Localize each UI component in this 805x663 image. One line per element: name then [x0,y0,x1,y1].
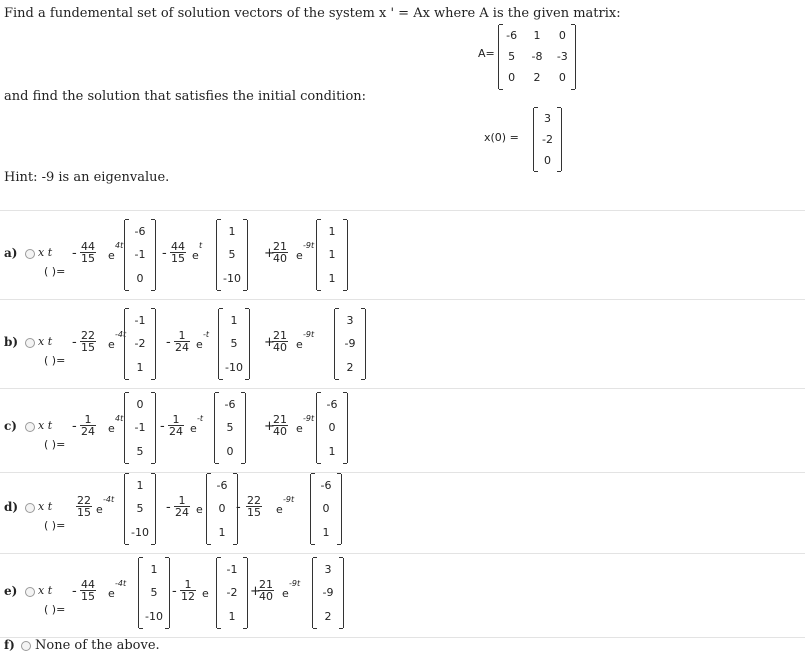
coefficient-fraction [80,579,96,602]
denominator: 24 [81,425,95,438]
eigen-vector [214,393,246,463]
vector-entry: -10 [131,525,149,539]
vector-entry: 1 [328,225,336,239]
term-sign: - [166,500,171,515]
vector-entry: 5 [226,421,234,435]
vector-entry: 5 [228,248,236,262]
denominator: 24 [175,341,189,354]
term-sign: - [72,246,77,261]
exponential-e: e [282,587,289,600]
vector-entry: -1 [134,421,146,435]
option-radio[interactable] [25,422,35,432]
denominator: 12 [181,590,195,603]
option-f-text: None of the above. [35,638,160,653]
vector-entry: 1 [228,225,236,239]
vector-entry: 3 [346,314,354,328]
exponential-e: e [192,249,199,262]
exponent: 4t [115,241,124,250]
numerator: 1 [178,329,186,342]
exponential-e: e [190,422,197,435]
denominator: 40 [259,590,273,603]
equals-sign: ( )= [44,354,66,367]
vector-entry: -1 [134,314,146,328]
denominator: 15 [77,506,91,519]
numerator: 22 [77,494,91,507]
vector-entry: -1 [226,563,238,577]
exponential-e: e [296,338,303,351]
denominator: 24 [175,506,189,519]
exponent: -9t [289,579,301,588]
numerator: 1 [178,494,186,507]
option-label: e) [4,584,18,598]
numerator: 1 [172,413,180,426]
eigen-vector [124,220,156,290]
option-radio[interactable] [25,503,35,513]
vector-entry: 1 [328,271,336,285]
exponential-e: e [196,503,203,516]
eigen-vector [138,558,170,628]
vector-entry: 2 [324,609,332,623]
eigen-vector [218,309,250,379]
option-label: b) [4,335,19,349]
vector-entry: -6 [134,225,146,239]
eigen-vector [216,220,248,290]
equals-sign: ( )= [44,603,66,616]
coefficient-fraction [80,241,96,264]
vector-entry: 1 [136,479,144,493]
hint: Hint: -9 is an eigenvalue. [4,170,170,185]
vector-entry: -10 [145,609,163,623]
divider [0,388,805,389]
numerator: 22 [247,494,261,507]
option-label: d) [4,500,19,514]
term-sign: - [236,500,241,515]
term-sign: - [166,335,171,350]
term-sign: + [264,419,275,434]
vector-entry: 1 [150,563,158,577]
denominator: 15 [81,252,95,265]
vector-entry: 1 [136,360,144,374]
eigen-vector [312,558,344,628]
equals-sign: ( )= [44,519,66,532]
exponent: 4t [115,414,124,423]
denominator: 15 [81,590,95,603]
exponent: t [199,241,203,250]
vector-entry: 1 [328,444,336,458]
eigen-vector [216,558,248,628]
vector-entry: 0 [136,271,144,285]
exponential-e: e [296,249,303,262]
vector-entry: 0 [226,444,234,458]
vector-entry: 2 [346,360,354,374]
divider [0,210,805,211]
exponent: -4t [115,330,127,339]
eigen-vector [124,309,156,379]
option-label: c) [4,419,17,433]
numerator: 1 [84,413,92,426]
x-of-t: x t [38,246,53,259]
vector-entry: 1 [228,609,236,623]
coefficient-fraction [258,579,274,602]
numerator: 21 [259,578,273,591]
option-radio[interactable] [25,587,35,597]
exponent: -9t [303,241,315,250]
option-radio[interactable] [25,338,35,348]
vector-entry: -2 [226,586,238,600]
numerator: 1 [184,578,192,591]
option-f-radio[interactable] [21,641,31,651]
eigen-vector [206,474,238,544]
matrix-a-label: A= [478,47,495,60]
exponent: -4t [115,579,127,588]
question-line-1: Find a fundemental set of solution vectors of the system x ' = Ax where A is the given matrix: [4,6,621,21]
vector-entry: 0 [218,502,226,516]
divider [0,472,805,473]
exponent: -9t [303,330,315,339]
coefficient-fraction [272,241,288,264]
divider [0,553,805,554]
coefficient-fraction [170,241,186,264]
term-sign: + [250,584,261,599]
x-of-t: x t [38,335,53,348]
exponential-e: e [108,422,115,435]
term-sign: + [264,335,275,350]
vector-entry: 1 [230,314,238,328]
term-sign: - [162,246,167,261]
coefficient-fraction [272,330,288,353]
exponent: -t [203,330,210,339]
numerator: 21 [273,240,287,253]
vector-entry: 1 [322,525,330,539]
vector-entry: -10 [223,271,241,285]
term-sign: - [72,335,77,350]
vector-entry: 0 [322,502,330,516]
vector-entry: 0 [136,398,144,412]
denominator: 15 [171,252,185,265]
exponential-e: e [276,503,283,516]
exponent: -4t [103,495,115,504]
numerator: 44 [81,578,95,591]
denominator: 24 [169,425,183,438]
eigen-vector [124,474,156,544]
vector-entry: -1 [134,248,146,262]
numerator: 21 [273,329,287,342]
denominator: 15 [247,506,261,519]
vector-entry: 0 [328,421,336,435]
exponent: -t [197,414,204,423]
vector-entry: -9 [344,337,356,351]
coefficient-fraction [246,495,262,518]
coefficient-fraction [80,414,96,437]
vector-entry: -6 [216,479,228,493]
exponent: -9t [283,495,295,504]
term-sign: - [160,419,165,434]
denominator: 40 [273,341,287,354]
vector-entry: 5 [230,337,238,351]
denominator: 15 [81,341,95,354]
exponential-e: e [108,587,115,600]
eigen-vector [334,309,366,379]
vector-entry: -2 [134,337,146,351]
vector-entry: -9 [322,586,334,600]
term-sign: - [72,584,77,599]
term-sign: - [72,419,77,434]
eigen-vector [316,393,348,463]
coefficient-fraction [168,414,184,437]
eigen-vector [124,393,156,463]
matrix-a: -6 1 0 5 -8 -3 0 2 0 [498,25,576,89]
exponential-e: e [108,249,115,262]
numerator: 21 [273,413,287,426]
vector-entry: 3 [324,563,332,577]
vector-entry: 1 [328,248,336,262]
x0-label: x(0) = [484,131,519,144]
equals-sign: ( )= [44,438,66,451]
exponential-e: e [202,587,209,600]
vector-entry: -6 [320,479,332,493]
vector-entry: -6 [224,398,236,412]
vector-entry: -6 [326,398,338,412]
exponential-e: e [196,338,203,351]
coefficient-fraction [174,495,190,518]
coefficient-fraction [180,579,196,602]
question-line-2: and find the solution that satisfies the initial condition: [4,89,367,104]
eigen-vector [316,220,348,290]
vector-entry: -10 [225,360,243,374]
coefficient-fraction [272,414,288,437]
option-radio[interactable] [25,249,35,259]
coefficient-fraction [80,330,96,353]
equals-sign: ( )= [44,265,66,278]
vector-entry: 5 [136,444,144,458]
x-of-t: x t [38,584,53,597]
exponential-e: e [108,338,115,351]
numerator: 22 [81,329,95,342]
x0-vector: 3 -2 0 [533,108,562,171]
denominator: 40 [273,252,287,265]
coefficient-fraction [174,330,190,353]
option-label: a) [4,246,18,260]
exponential-e: e [96,503,103,516]
vector-entry: 5 [136,502,144,516]
exponential-e: e [296,422,303,435]
exponent: -9t [303,414,315,423]
coefficient-fraction [76,495,92,518]
vector-entry: 5 [150,586,158,600]
option-f-label: f) [4,638,15,652]
divider [0,299,805,300]
numerator: 44 [171,240,185,253]
term-sign: - [172,584,177,599]
x-of-t: x t [38,419,53,432]
eigen-vector [310,474,342,544]
vector-entry: 1 [218,525,226,539]
denominator: 40 [273,425,287,438]
numerator: 44 [81,240,95,253]
x-of-t: x t [38,500,53,513]
term-sign: + [264,246,275,261]
